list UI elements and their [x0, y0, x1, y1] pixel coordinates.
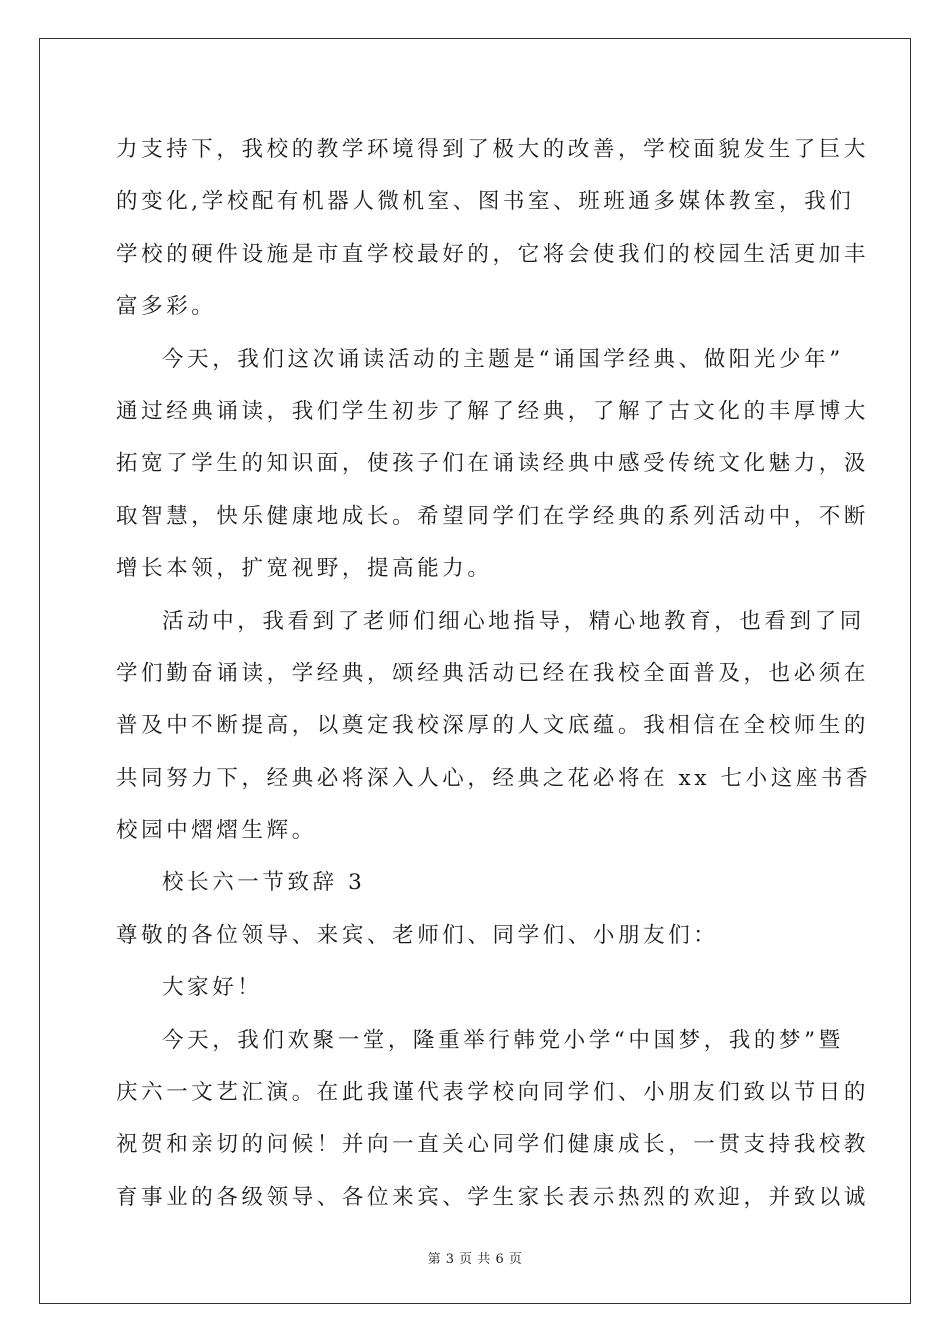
section-heading: 校长六一节致辞 3 — [162, 870, 366, 896]
text-line: 庆六一文艺汇演。在此我谨代表学校向同学们、小朋友们致以节日的 — [116, 1080, 870, 1106]
salutation: 尊敬的各位领导、来宾、老师们、同学们、小朋友们： — [116, 922, 719, 948]
text-line: 今天，我们欢聚一堂，隆重举行韩党小学“中国梦，我的梦”暨 — [162, 1027, 844, 1053]
text-line: 增长本领，扩宽视野，提高能力。 — [116, 556, 493, 582]
text-line: 育事业的各级领导、各位来宾、学生家长表示热烈的欢迎，并致以诚 — [116, 1184, 870, 1210]
text-line: 学们勤奋诵读，学经典，颂经典活动已经在我校全面普及，也必须在 — [116, 660, 870, 686]
text-line: 拓宽了学生的知识面，使孩子们在诵读经典中感受传统文化魅力，汲 — [116, 451, 870, 477]
text-line: 富多彩。 — [116, 294, 217, 320]
text-line: 取智慧，快乐健康地成长。希望同学们在学经典的系列活动中，不断 — [116, 503, 870, 529]
text-line: 今天，我们这次诵读活动的主题是“诵国学经典、做阳光少年” — [162, 346, 844, 372]
text-line: 通过经典诵读，我们学生初步了解了经典，了解了古文化的丰厚博大 — [116, 398, 870, 424]
text-line: 活动中，我看到了老师们细心地指导，精心地教育，也看到了同 — [162, 608, 865, 634]
text-line: 共同努力下，经典必将深入人心，经典之花必将在 xx 七小这座书香 — [116, 765, 872, 791]
text-line: 力支持下，我校的教学环境得到了极大的改善，学校面貌发生了巨大 — [116, 137, 870, 162]
text-line: 祝贺和亲切的问候！并向一直关心同学们健康成长，一贯支持我校教 — [116, 1132, 870, 1158]
document-body — [116, 124, 872, 1224]
greeting: 大家好！ — [162, 975, 263, 1001]
text-line: 普及中不断提高，以奠定我校深厚的人文底蕴。我相信在全校师生的 — [116, 713, 870, 739]
page-number-footer: 第 3 页 共 6 页 — [427, 1252, 523, 1267]
text-line: 的变化,学校配有机器人微机室、图书室、班班通多媒体教室，我们 — [116, 189, 855, 215]
text-line: 学校的硬件设施是市直学校最好的，它将会使我们的校园生活更加丰 — [116, 241, 870, 267]
text-line: 校园中熠熠生辉。 — [116, 818, 317, 844]
